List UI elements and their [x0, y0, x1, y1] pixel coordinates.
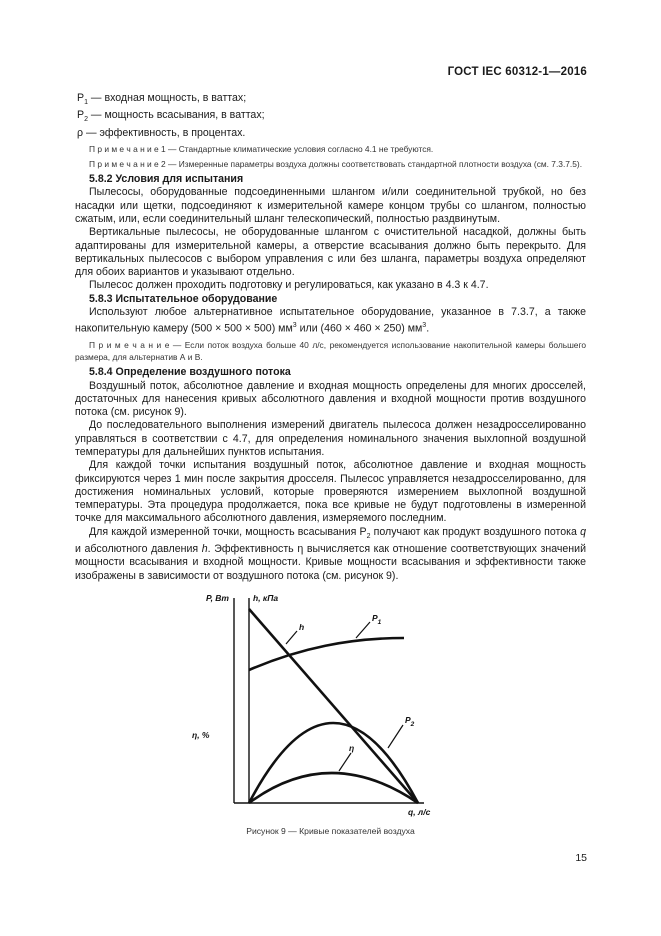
- curve-h-label: h: [299, 622, 305, 632]
- x-axis-label: q, л/с: [408, 807, 431, 817]
- leader-p1: [356, 622, 370, 638]
- leader-h: [286, 631, 297, 644]
- note-1: П р и м е ч а н и е 1 — Стандартные климатические условия согласно 4.1 не требуются.: [89, 144, 434, 155]
- section-title-5-8-2: 5.8.2 Условия для испытания: [89, 173, 244, 186]
- curve-p2-label: $P_2$: [405, 715, 415, 728]
- paragraph: Используют любое альтернативное испытательное оборудование, указанное в 7.3.7, а также накопительную камеру (500 × 500 × 500) $мм^3$ или (460 × 460 × 250) $мм^3$.: [75, 306, 586, 335]
- paragraph: Пылесос должен проходить подготовку и регулироваться, как указано в 4.3 к 4.7.: [89, 279, 489, 292]
- curve-p1: [249, 638, 404, 670]
- y-right-label: h, кПа: [253, 593, 279, 603]
- leader-p2: [388, 725, 403, 748]
- section-title-5-8-3: 5.8.3 Испытательное оборудование: [89, 292, 278, 305]
- paragraph: Для каждой точки испытания воздушный поток, абсолютное давление и входная мощность фиксируются через 1 мин после закрытия дросселя. Пылесос управляется незадросселированно, для достижения номинальных условий, которые проверяются измерением выхлопной воздушной температуры. Эта процедура продолжается, пока все кривые не будут подготовлены в измеренной точке для максимального абсолютного давления, измеряемого последним.: [75, 459, 586, 525]
- page-number: 15: [575, 852, 587, 864]
- paragraph: До последовательного выполнения измерений двигатель пылесоса должен незадросселированно управляться в соответствии с 4.7, для определения номинального значения выхлопной воздушной температуры для дальнейших пунктов испытания.: [75, 419, 586, 458]
- leader-eta: [339, 753, 351, 771]
- note-3: П р и м е ч а н и е — Если поток воздуха больше 40 л/с, рекомендуется использование накопительной камеры большего размера, для альтернатив А и В.: [75, 340, 586, 362]
- note-2: П р и м е ч а н и е 2 — Измеренные параметры воздуха должны соответствовать стандартной плотности воздуха (см. 7.3.7.5).: [89, 158, 583, 169]
- figure-caption: Рисунок 9 — Кривые показателей воздуха: [246, 826, 415, 836]
- y-left-label: P, Вт: [206, 593, 229, 603]
- eta-axis-label: η, %: [192, 730, 210, 740]
- legend-efficiency: ρ — эффективность, в процентах.: [77, 126, 246, 139]
- curve-p2: [249, 723, 418, 803]
- document-header: ГОСТ IEC 60312-1—2016: [447, 66, 587, 78]
- paragraph: Воздушный поток, абсолютное давление и входная мощность определены для многих дросселей, достаточных для нанесения кривых абсолютного давления и входной мощности против воздушного потока (см. рисунок 9).: [75, 379, 586, 419]
- section-title-5-8-4: 5.8.4 Определение воздушного потока: [89, 366, 291, 379]
- paragraph: Вертикальные пылесосы, не оборудованные шлангом с очистительной насадкой, должны быть адаптированы для измерительной камеры, а отверстие всасывания должно быть перекрыто. Для вертикальных пылесосов с выбором управления с или без шланга, параметры воздуха определяют для обоих вариантов и указывают отдельно.: [75, 226, 586, 279]
- paragraph: Для каждой измеренной точки, мощность всасывания $P_2$ получают как продукт воздушного потока q и абсолютного давления h. Эффективность η вычисляется как отношение соответствующих значений мощности всасывания и входной мощности. Кривые мощности всасывания и эффективности также изображены в зависимости от воздушного потока (см. рисунок 9).: [75, 525, 587, 582]
- paragraph: Пылесосы, оборудованные подсоединенными шлангом и/или соединительной трубкой, но без насадки или щетки, подсоединяют к измерительной камере концом трубы со шлангом, полностью сжатым, или, если соединительный шланг телескопический, полностью раздвинутым.: [75, 186, 586, 225]
- legend-p2: $P_2$ — мощность всасывания, в ваттах;: [77, 109, 265, 124]
- curve-eta-label: η: [349, 743, 355, 753]
- legend-p1: $P_1$ — входная мощность, в ваттах;: [77, 92, 247, 107]
- curve-p1-label: $P_1$: [372, 613, 382, 626]
- curve-eta: [249, 773, 418, 803]
